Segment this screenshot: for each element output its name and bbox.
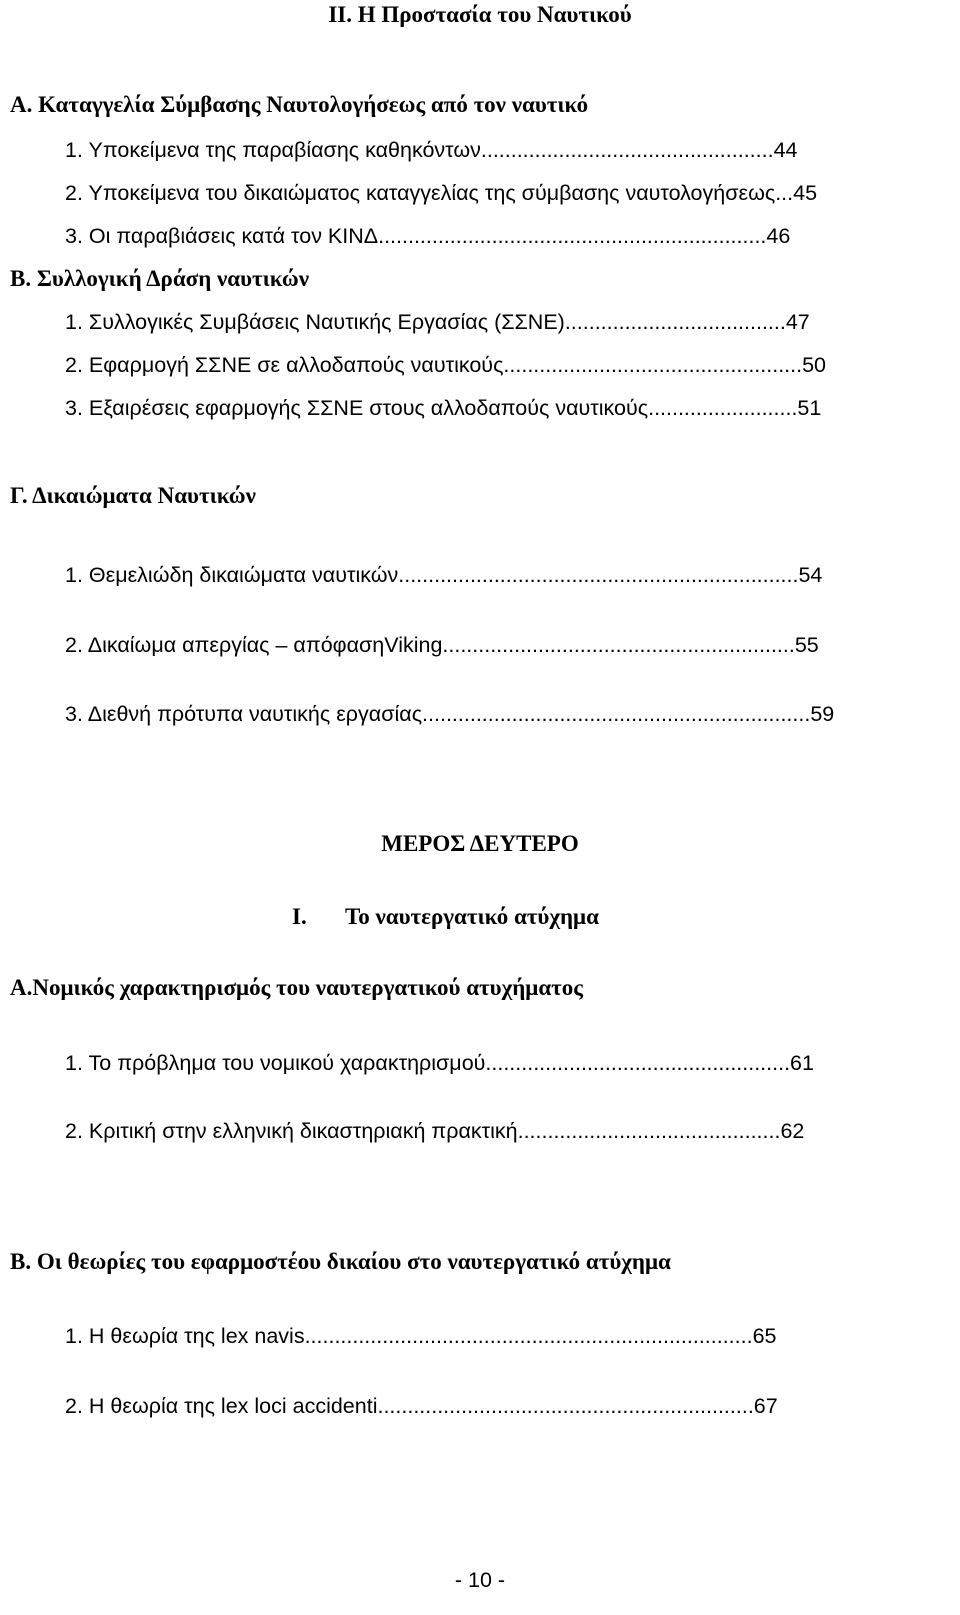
toc-entry: 3. Διεθνή πρότυπα ναυτικής εργασίας.................................................................59 xyxy=(65,702,835,726)
toc-entry: 1. Το πρόβλημα του νομικού χαρακτηρισμού...................................................61 xyxy=(65,1051,814,1075)
toc-entry: 1. Η θεωρία της lex navis...........................................................................65 xyxy=(65,1324,777,1348)
toc-entry: 1. Θεμελιώδη δικαιώματα ναυτικών...................................................................54 xyxy=(65,563,823,587)
part-title: ΜΕΡΟΣ ΔΕΥΤΕΡΟ xyxy=(381,831,579,856)
toc-entry: 3. Οι παραβιάσεις κατά τον ΚΙΝΔ.................................................................46 xyxy=(65,224,791,248)
section-heading-b2: Β. Οι θεωρίες του εφαρμοστέου δικαίου στο ναυτεργατικό ατύχημα xyxy=(10,1249,671,1274)
toc-entry: 3. Εξαιρέσεις εφαρμογής ΣΣΝΕ στους αλλοδαπούς ναυτικούς.........................51 xyxy=(65,396,822,420)
toc-entry: 2. Κριτική στην ελληνική δικαστηριακή πρακτική............................................62 xyxy=(65,1119,805,1143)
toc-entry: 2. Δικαίωμα απεργίας – απόφασηViking...........................................................55 xyxy=(65,633,819,657)
toc-entry: 2. Η θεωρία της lex loci accidenti...............................................................67 xyxy=(65,1394,778,1418)
section-heading-a: Α. Καταγγελία Σύμβασης Ναυτολογήσεως από τον ναυτικό xyxy=(10,92,589,117)
section-heading-c: Γ. Δικαιώματα Ναυτικών xyxy=(10,483,256,508)
toc-entry: 1. Συλλογικές Συμβάσεις Ναυτικής Εργασίας (ΣΣΝΕ).....................................47 xyxy=(65,310,810,334)
chapter-title: ΙΙ. Η Προστασία του Ναυτικού xyxy=(328,2,632,27)
page-number: - 10 - xyxy=(454,1568,506,1592)
toc-entry: 2. Υποκείμενα του δικαιώματος καταγγελίας της σύμβασης ναυτολογήσεως...45 xyxy=(65,181,818,205)
part-two-chapter-title: Το ναυτεργατικό ατύχημα xyxy=(345,904,599,929)
part-two-chapter-number: Ι. xyxy=(292,904,307,929)
section-heading-b: Β. Συλλογική Δράση ναυτικών xyxy=(10,266,309,291)
toc-entry: 1. Υποκείμενα της παραβίασης καθηκόντων.................................................44 xyxy=(65,138,798,162)
section-heading-a2: Α.Νομικός χαρακτηρισμός του ναυτεργατικού ατυχήματος xyxy=(10,975,583,1000)
toc-entry: 2. Εφαρμογή ΣΣΝΕ σε αλλοδαπούς ναυτικούς..................................................50 xyxy=(65,353,827,377)
